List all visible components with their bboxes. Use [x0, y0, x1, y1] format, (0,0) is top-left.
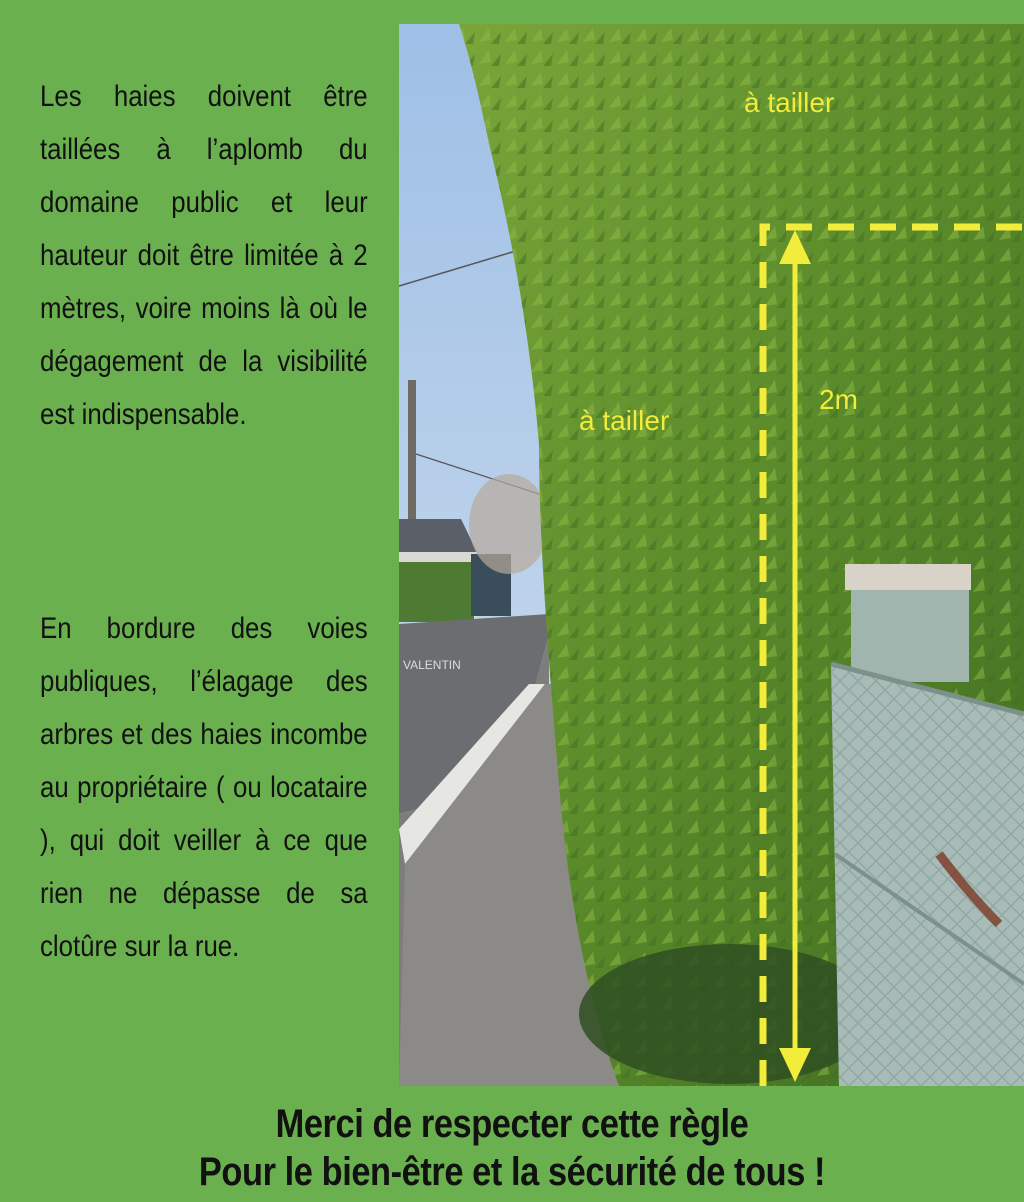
label-trim-top: à tailler: [744, 87, 835, 118]
label-trim-side: à tailler: [579, 405, 670, 436]
hedge-photo: [399, 24, 1024, 1086]
footer-line-2: Pour le bien-être et la sécurité de tous !: [198, 1150, 826, 1194]
paragraph-hedge-height: Les haies doivent être taillées à l’aplomb du domaine public et leur hauteur doit être limitée à 2 mètres, voire moins là où le dégagement de la visibilité est indispensable.: [40, 80, 368, 431]
hedge-photo-illustration: [399, 24, 1024, 1086]
road-marking-text: VALENTIN: [403, 658, 461, 672]
footer-line-1: Merci de respecter cette règle: [275, 1102, 749, 1146]
paragraph-owner-responsibility: En bordure des voies publiques, l’élagage des arbres et des haies incombe au propriétaire ( ou locataire ), qui doit veiller à ce que rien ne dépasse de sa clotûre sur la rue.: [40, 612, 368, 963]
ivy: [579, 944, 879, 1084]
label-height-2m: 2m: [819, 384, 858, 415]
